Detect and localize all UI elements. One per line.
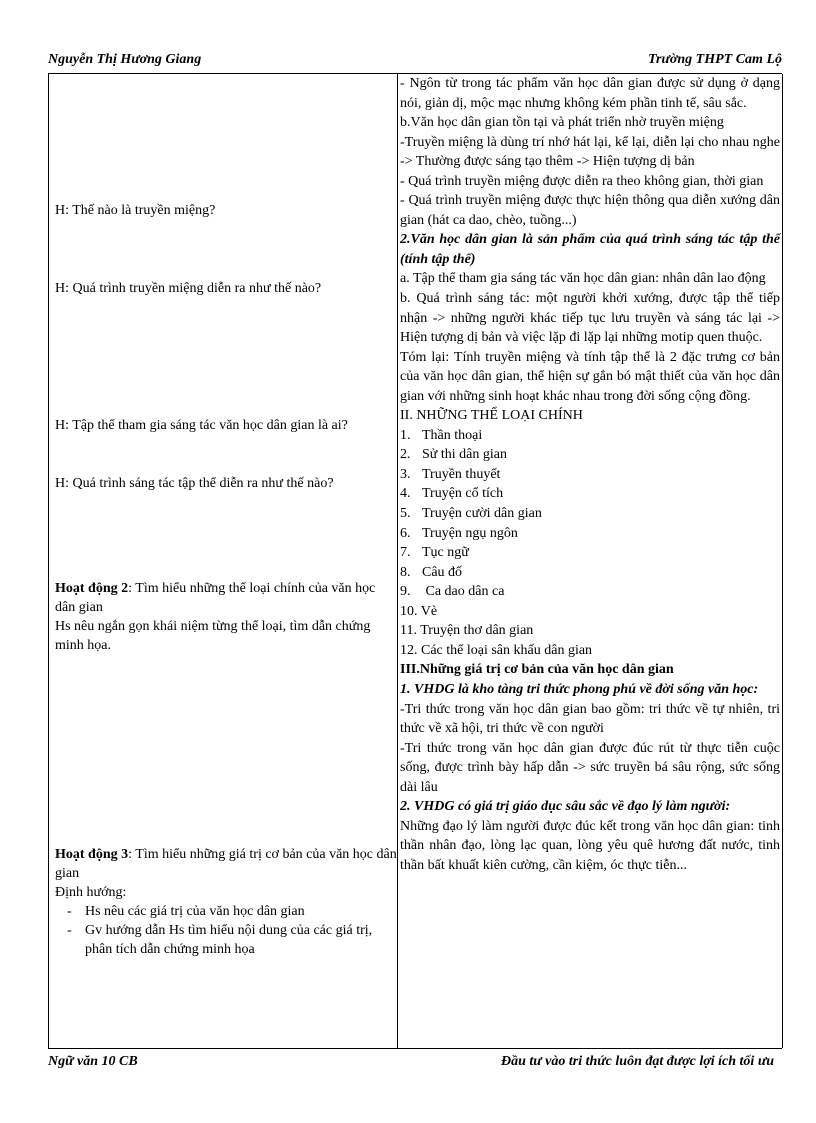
question-oral-process: H: Quá trình truyền miệng diễn ra như thế nào? bbox=[55, 281, 322, 296]
table-column-divider bbox=[397, 74, 398, 1048]
activity-3-block bbox=[55, 845, 397, 959]
paragraph: Những đạo lý làm người được đúc kết trong văn học dân gian: tinh thần nhân đạo, lòng lạc quan, lòng yêu quê hương đất nước, tinh thần bất khuất kiên cường, cần kiệm, óc thực tiễn... bbox=[400, 818, 780, 873]
list-item: - Gv hướng dẫn Hs tìm hiểu nội dung của các giá trị, phân tích dẫn chứng minh họa bbox=[55, 921, 397, 959]
genre-item: 12. Các thể loại sân khấu dân gian bbox=[400, 642, 593, 658]
question-oral-tradition: H: Thế nào là truyền miệng? bbox=[55, 203, 216, 218]
table-left-border bbox=[48, 74, 49, 1048]
genre-item: 1. Thần thoại bbox=[400, 427, 483, 443]
list-item: - Hs nêu các giá trị của văn học dân gian bbox=[55, 902, 397, 921]
paragraph: -Tri thức trong văn học dân gian được đúc rút từ thực tiễn cuộc sống, được trình bày hấp dẫn -> sức truyền bá sâu rộng, sức sống dài lâu bbox=[400, 740, 780, 795]
genre-item: 9. Ca dao dân ca bbox=[400, 584, 505, 600]
table-bottom-border bbox=[48, 1048, 782, 1049]
activity-2-text: : Tìm hiểu những thể loại chính của văn học dân gian bbox=[55, 581, 376, 615]
genre-item: 7. Tục ngữ bbox=[400, 545, 469, 561]
activity-2-heading bbox=[55, 579, 397, 617]
question-collective-authors: H: Tập thể tham gia sáng tác văn học dân gian là ai? bbox=[55, 418, 348, 433]
genre-item: 4. Truyện cổ tích bbox=[400, 486, 504, 502]
section-heading-genres: II. NHỮNG THỂ LOẠI CHÍNH bbox=[400, 408, 583, 424]
content-column bbox=[400, 74, 780, 875]
activity-3-heading bbox=[55, 845, 397, 883]
genre-list bbox=[400, 426, 780, 661]
header-author: Nguyễn Thị Hương Giang bbox=[48, 52, 202, 67]
activity-3-title: Hoạt động 3 bbox=[55, 847, 129, 862]
genre-item: 8. Câu đố bbox=[400, 564, 463, 580]
paragraph: - Quá trình truyền miệng được thực hiện thông qua diễn xướng dân gian (hát ca dao, chèo, tuồng...) bbox=[400, 193, 780, 228]
subheading-knowledge: 1. VHDG là kho tàng tri thức phong phú về đời sống văn học: bbox=[400, 681, 759, 697]
subheading-education: 2. VHDG có giá trị giáo dục sâu sắc về đạo lý làm người: bbox=[400, 799, 731, 815]
activity-2-block bbox=[55, 579, 397, 655]
genre-item: 10. Vè bbox=[400, 603, 438, 619]
paragraph: -Truyền miệng là dùng trí nhớ hát lại, kể lại, diễn lại cho nhau nghe -> Thường được sáng tạo thêm -> Hiện tượng dị bản bbox=[400, 134, 780, 170]
paragraph: b.Văn học dân gian tồn tại và phát triển nhờ truyền miệng bbox=[400, 115, 724, 131]
footer-course: Ngữ văn 10 CB bbox=[48, 1054, 138, 1069]
genre-item: 5. Truyện cười dân gian bbox=[400, 506, 542, 522]
paragraph: a. Tập thể tham gia sáng tác văn học dân gian: nhân dân lao động bbox=[400, 271, 766, 287]
genre-item: 6. Truyện ngụ ngôn bbox=[400, 525, 518, 541]
paragraph: b. Quá trình sáng tác: một người khởi xướng, được tập thể tiếp nhận -> những người khác tiếp tục lưu truyền và sáng tác lại -> Hiện tượng dị bản và việc lặp đi lặp lại những motip quen thuộc. bbox=[400, 291, 780, 346]
question-collective-process: H: Quá trình sáng tác tập thể diễn ra như thế nào? bbox=[55, 476, 334, 491]
header-school: Trường THPT Cam Lộ bbox=[648, 52, 782, 67]
paragraph: - Quá trình truyền miệng được diễn ra theo không gian, thời gian bbox=[400, 173, 764, 189]
genre-item: 2. Sử thi dân gian bbox=[400, 447, 507, 463]
activity-2-title: Hoạt động 2 bbox=[55, 581, 129, 596]
genre-item: 3. Truyền thuyết bbox=[400, 466, 501, 482]
table-right-border bbox=[782, 74, 783, 1048]
genre-item: 11. Truyện thơ dân gian bbox=[400, 623, 534, 639]
footer-motto: Đầu tư vào tri thức luôn đạt được lợi ích tối ưu bbox=[501, 1054, 774, 1069]
paragraph: -Tri thức trong văn học dân gian bao gồm: tri thức về tự nhiên, tri thức về xã hội, tri thức về con người bbox=[400, 701, 780, 737]
paragraph-summary: Tóm lại: Tính truyền miệng và tính tập thể là 2 đặc trưng cơ bản của văn học dân gian, thể hiện sự gắn bó mật thiết của văn học dân gian với những sinh hoạt khác nhau trong đời sống cộng đồng. bbox=[400, 349, 780, 404]
subheading-collective: 2.Văn học dân gian là sản phẩm của quá trình sáng tác tập thể (tính tập thể) bbox=[400, 232, 780, 267]
paragraph: - Ngôn từ trong tác phẩm văn học dân gian được sử dụng ở dạng nói, giản dị, mộc mạc nhưng không kém phần tinh tế, sâu sắc. bbox=[400, 76, 780, 111]
activity-3-list bbox=[55, 902, 397, 959]
activity-3-text: : Tìm hiểu những giá trị cơ bản của văn học dân gian bbox=[55, 847, 397, 881]
activity-2-note: Hs nêu ngắn gọn khái niệm từng thể loại, tìm dẫn chứng minh họa. bbox=[55, 619, 371, 653]
section-heading-values: III.Những giá trị cơ bản của văn học dân gian bbox=[400, 662, 674, 678]
activity-3-orientation: Định hướng: bbox=[55, 885, 127, 900]
